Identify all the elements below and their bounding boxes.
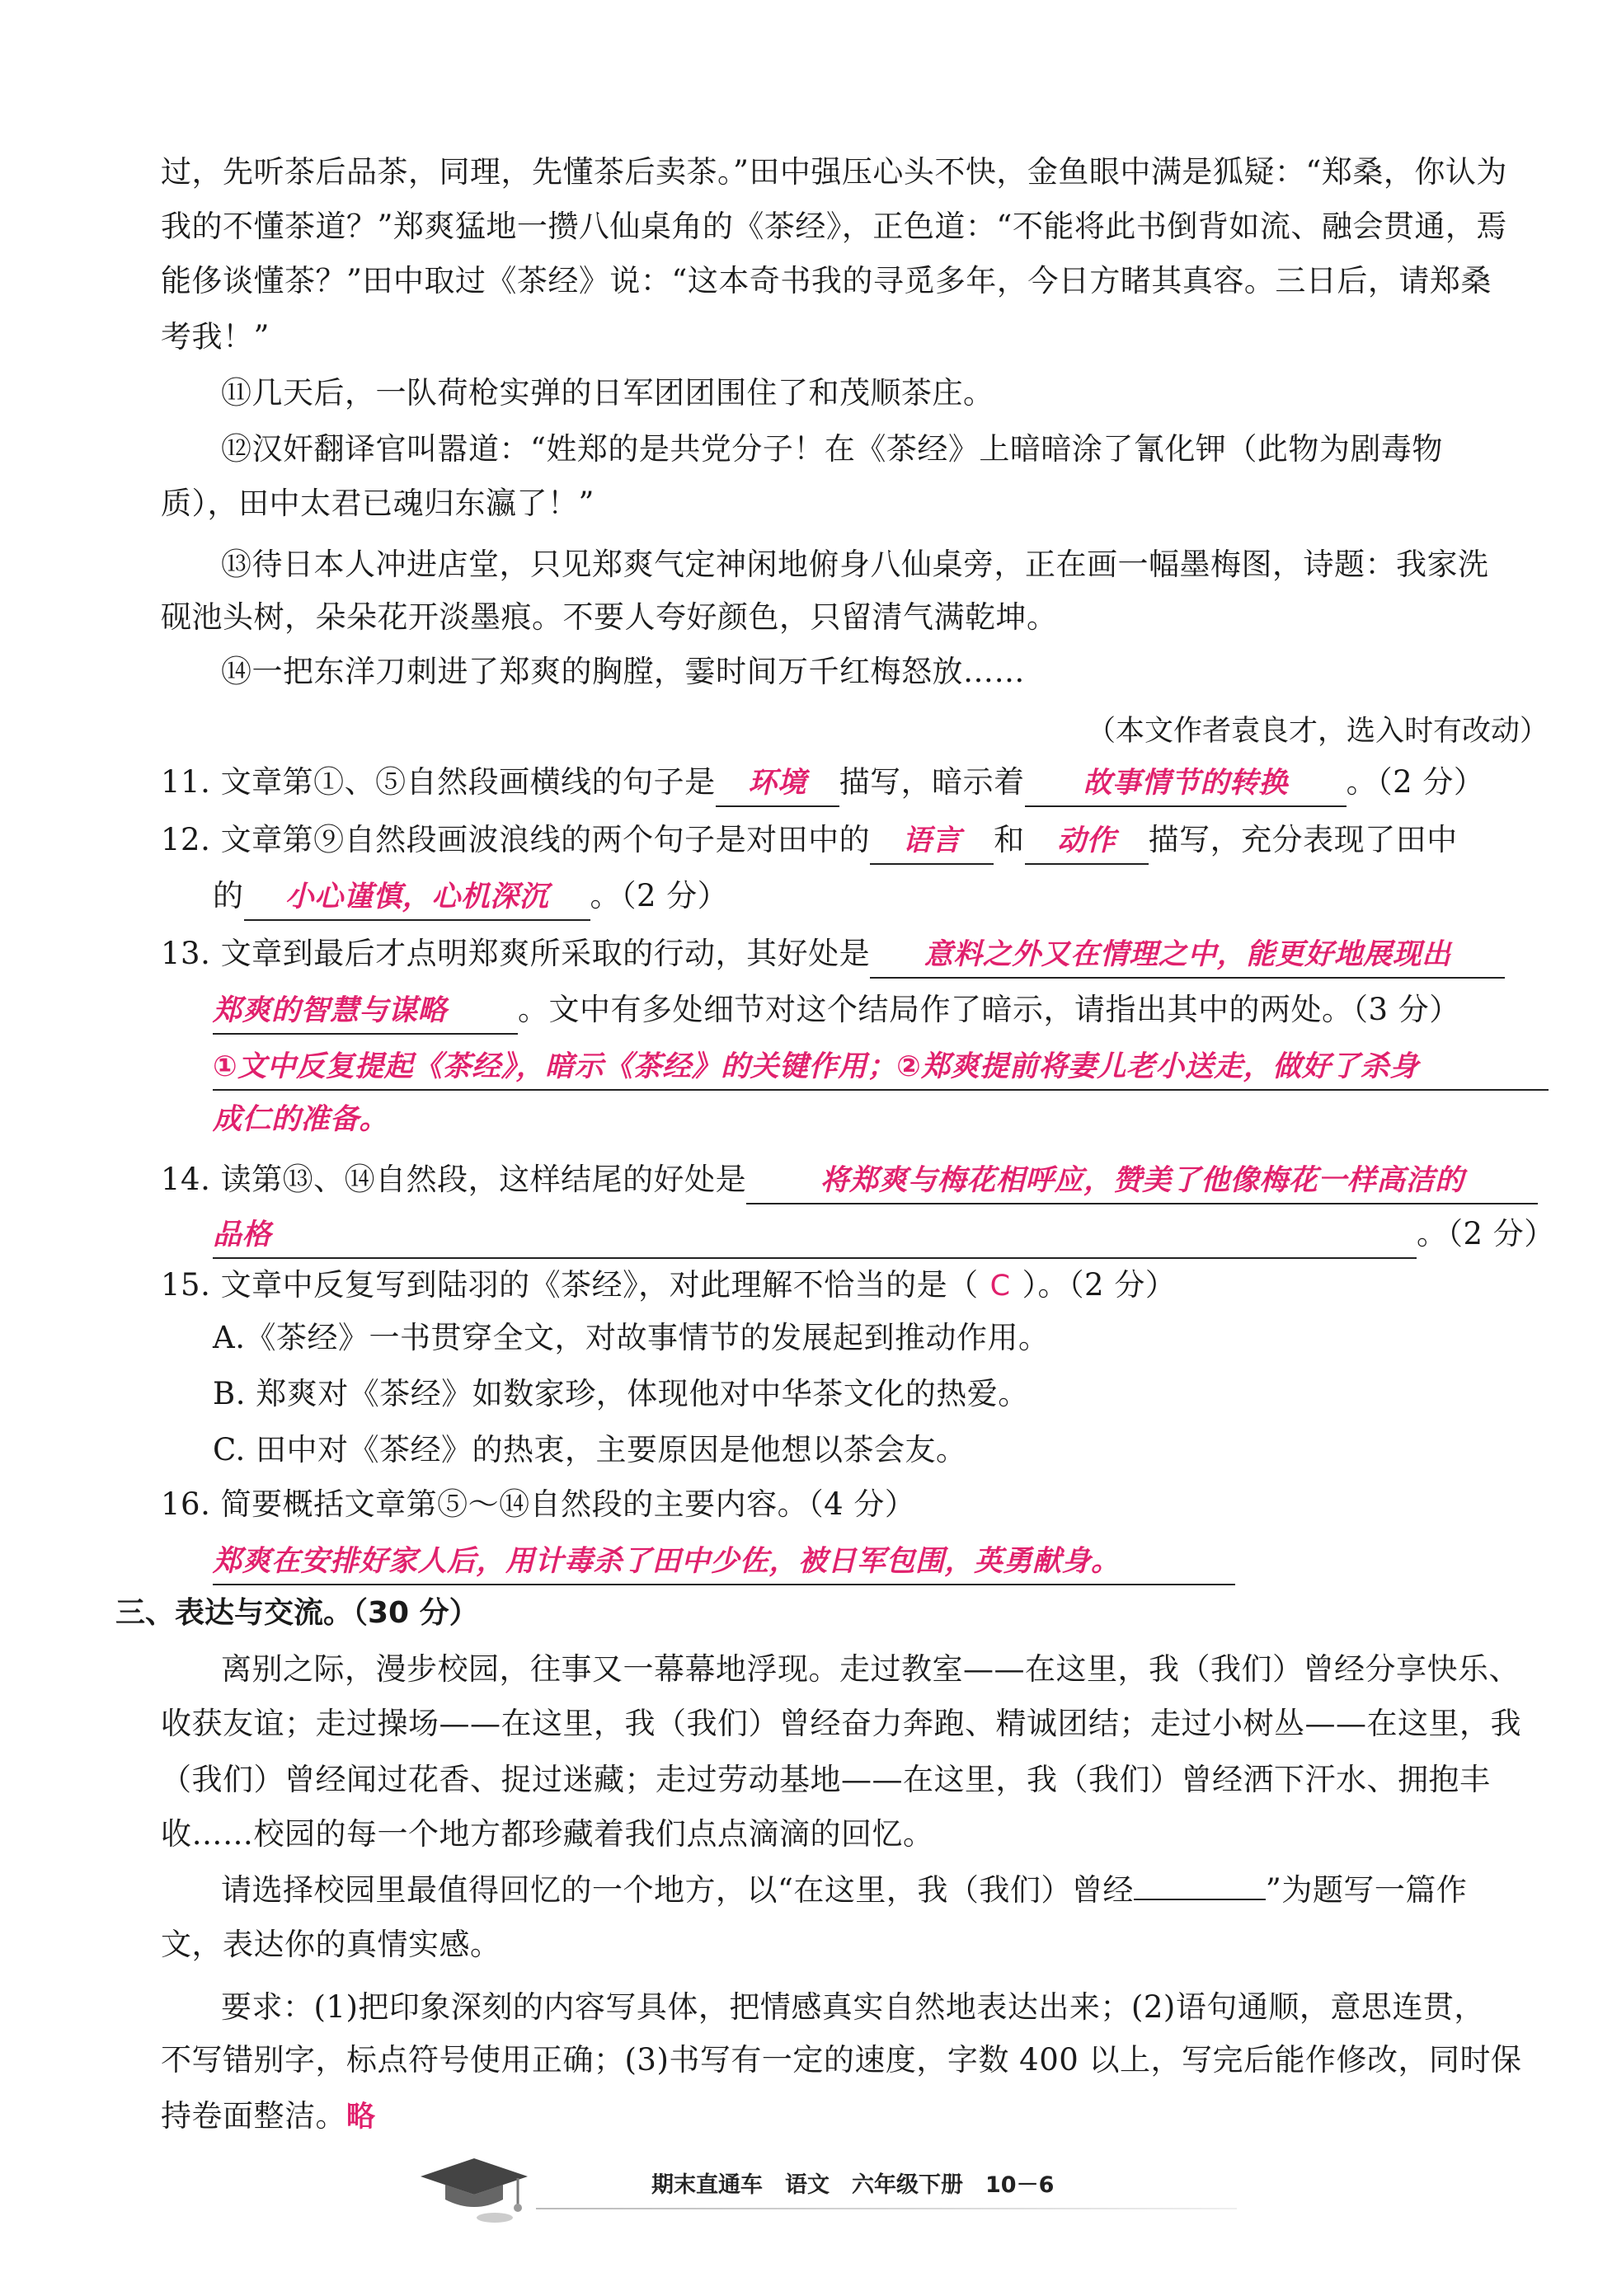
section-3-requirements-cont: 持卷面整洁。略 bbox=[161, 2098, 376, 2134]
page-footer bbox=[412, 2143, 1237, 2226]
answer-13-b-line bbox=[213, 1042, 1549, 1091]
passage-line: 能侈谈懂茶？”田中取过《茶经》说：“这本奇书我的寻觅多年，今日方睹其真容。三日后，请郑桑 bbox=[161, 263, 1492, 298]
section-3-paragraph-cont: （我们）曾经闻过花香、捉过迷藏；走过劳动基地——在这里，我（我们）曾经洒下汗水、拥抱丰 bbox=[161, 1762, 1491, 1797]
answer-16: 郑爽在安排好家人后，用计毒杀了田中少佐，被日军包围，英勇献身。 bbox=[213, 1545, 1121, 1578]
question-11: 11. 文章第①、⑤自然段画横线的句子是 环境 描写，暗示着 故事情节的转换 。（2 分） bbox=[161, 758, 1484, 807]
answer-13-b-cont: 成仁的准备。 bbox=[213, 1103, 389, 1136]
answer-14-cont: 品格 bbox=[213, 1218, 272, 1251]
question-14: 14. 读第⑬、⑭自然段，这样结尾的好处是 将郑爽与梅花相呼应，赞美了他像梅花一样高洁的 bbox=[161, 1156, 1538, 1204]
graduation-cap-icon bbox=[412, 2143, 536, 2226]
question-15: 15. 文章中反复写到陆羽的《茶经》，对此理解不恰当的是（ C ）。（2 分） bbox=[161, 1267, 1177, 1303]
answer-15: C bbox=[989, 1270, 1011, 1303]
section-3-prompt: 请选择校园里最值得回忆的一个地方，以“在这里，我（我们）曾经 ”为题写一篇作 bbox=[221, 1872, 1468, 1908]
question-16: 16. 简要概括文章第⑤～⑭自然段的主要内容。（4 分） bbox=[161, 1486, 916, 1522]
option-b: B. 郑爽对《茶经》如数家珍，体现他对中华茶文化的热爱。 bbox=[213, 1376, 1029, 1411]
question-12-line2: 的 小心谨慎，心机深沉 。（2 分） bbox=[213, 872, 728, 921]
answer-14: 将郑爽与梅花相呼应，赞美了他像梅花一样高洁的 bbox=[820, 1164, 1464, 1197]
answer-16-line bbox=[213, 1537, 1235, 1585]
option-c: C. 田中对《茶经》的热衷，主要原因是他想以茶会友。 bbox=[213, 1432, 967, 1467]
section-3-prompt-cont: 文，表达你的真情实感。 bbox=[161, 1927, 501, 1962]
paragraph-12: ⑫汉奸翻译官叫嚣道：“姓郑的是共党分子！在《茶经》上暗暗涂了氰化钾（此物为剧毒物 bbox=[221, 431, 1443, 467]
option-a: A.《茶经》一书贯穿全文，对故事情节的发展起到推动作用。 bbox=[213, 1320, 1050, 1355]
paragraph-13: ⑬待日本人冲进店堂，只见郑爽气定神闲地俯身八仙桌旁，正在画一幅墨梅图，诗题：我家洗 bbox=[221, 547, 1489, 582]
section-3-paragraph: 离别之际，漫步校园，往事又一幕幕地浮现。走过教室——在这里，我（我们）曾经分享快乐、 bbox=[221, 1651, 1520, 1687]
question-12: 12. 文章第⑨自然段画波浪线的两个句子是对田中的 语言 和 动作 描写，充分表现了田中 bbox=[161, 816, 1458, 865]
paragraph-13-cont: 砚池头树，朵朵花开淡墨痕。不要人夸好颜色，只留清气满乾坤。 bbox=[161, 599, 1058, 635]
paragraph-12-cont: 质），田中太君已魂归东瀛了！” bbox=[161, 486, 595, 521]
source-note: （本文作者袁良才，选入时有改动） bbox=[1086, 715, 1549, 748]
passage-line: 考我！” bbox=[161, 319, 270, 354]
paragraph-11: ⑪几天后，一队荷枪实弹的日军团团围住了和茂顺茶庄。 bbox=[221, 375, 994, 411]
question-13: 13. 文章到最后才点明郑爽所采取的行动，其好处是 意料之外又在情理之中，能更好地展现出 bbox=[161, 930, 1505, 979]
section-3-paragraph-cont: 收……校园的每一个地方都珍藏着我们点点滴滴的回忆。 bbox=[161, 1816, 934, 1852]
answer-11-a: 环境 bbox=[748, 767, 807, 800]
passage-line: 过，先听茶后品茶，同理，先懂茶后卖茶。”田中强压心头不快，金鱼眼中满是狐疑：“郑桑，你认为 bbox=[161, 154, 1507, 190]
section-3-requirements-cont: 不写错别字，标点符号使用正确；(3)书写有一定的速度，字数 400 以上，写完后能作修改，同时保 bbox=[161, 2042, 1522, 2078]
question-14-line2: 品格 。（2 分） bbox=[213, 1210, 1555, 1259]
answer-12-a: 语言 bbox=[902, 824, 961, 857]
question-13-line2: 郑爽的智慧与谋略 。文中有多处细节对这个结局作了暗示，请指出其中的两处。（3 分） bbox=[213, 986, 1460, 1035]
paragraph-14: ⑭一把东洋刀刺进了郑爽的胸膛，霎时间万千红梅怒放…… bbox=[221, 654, 1025, 689]
section-3-heading: 三、表达与交流。（30 分） bbox=[115, 1596, 479, 1630]
answer-13-a: 意料之外又在情理之中，能更好地展现出 bbox=[924, 938, 1451, 971]
answer-13-b: ①文中反复提起《茶经》，暗示《茶经》的关键作用；②郑爽提前将妻儿老小送走，做好了杀身 bbox=[213, 1050, 1419, 1083]
answer-13-b-cont-line bbox=[213, 1095, 388, 1143]
section-3-paragraph-cont: 收获友谊；走过操场——在这里，我（我们）曾经奋力奔跑、精诚团结；走过小树丛——在这里，我 bbox=[161, 1706, 1521, 1741]
answer-12-b: 动作 bbox=[1057, 824, 1116, 857]
footer-divider bbox=[536, 2208, 1237, 2209]
answer-12-c: 小心谨慎，心机深沉 bbox=[284, 880, 549, 913]
answer-11-b: 故事情节的转换 bbox=[1083, 767, 1288, 800]
answer-13-a-cont: 郑爽的智慧与谋略 bbox=[213, 994, 448, 1027]
passage-line: 我的不懂茶道？”郑爽猛地一攒八仙桌角的《茶经》，正色道：“不能将此书倒背如流、融会贯通，焉 bbox=[161, 209, 1507, 244]
footer-text: 期末直通车 语文 六年级下册 10－6 bbox=[651, 2172, 1055, 2198]
answer-section-3: 略 bbox=[346, 2101, 376, 2134]
section-3-requirements: 要求：(1)把印象深刻的内容写具体，把情感真实自然地表达出来；(2)语句通顺，意思连贯， bbox=[221, 1989, 1485, 2025]
